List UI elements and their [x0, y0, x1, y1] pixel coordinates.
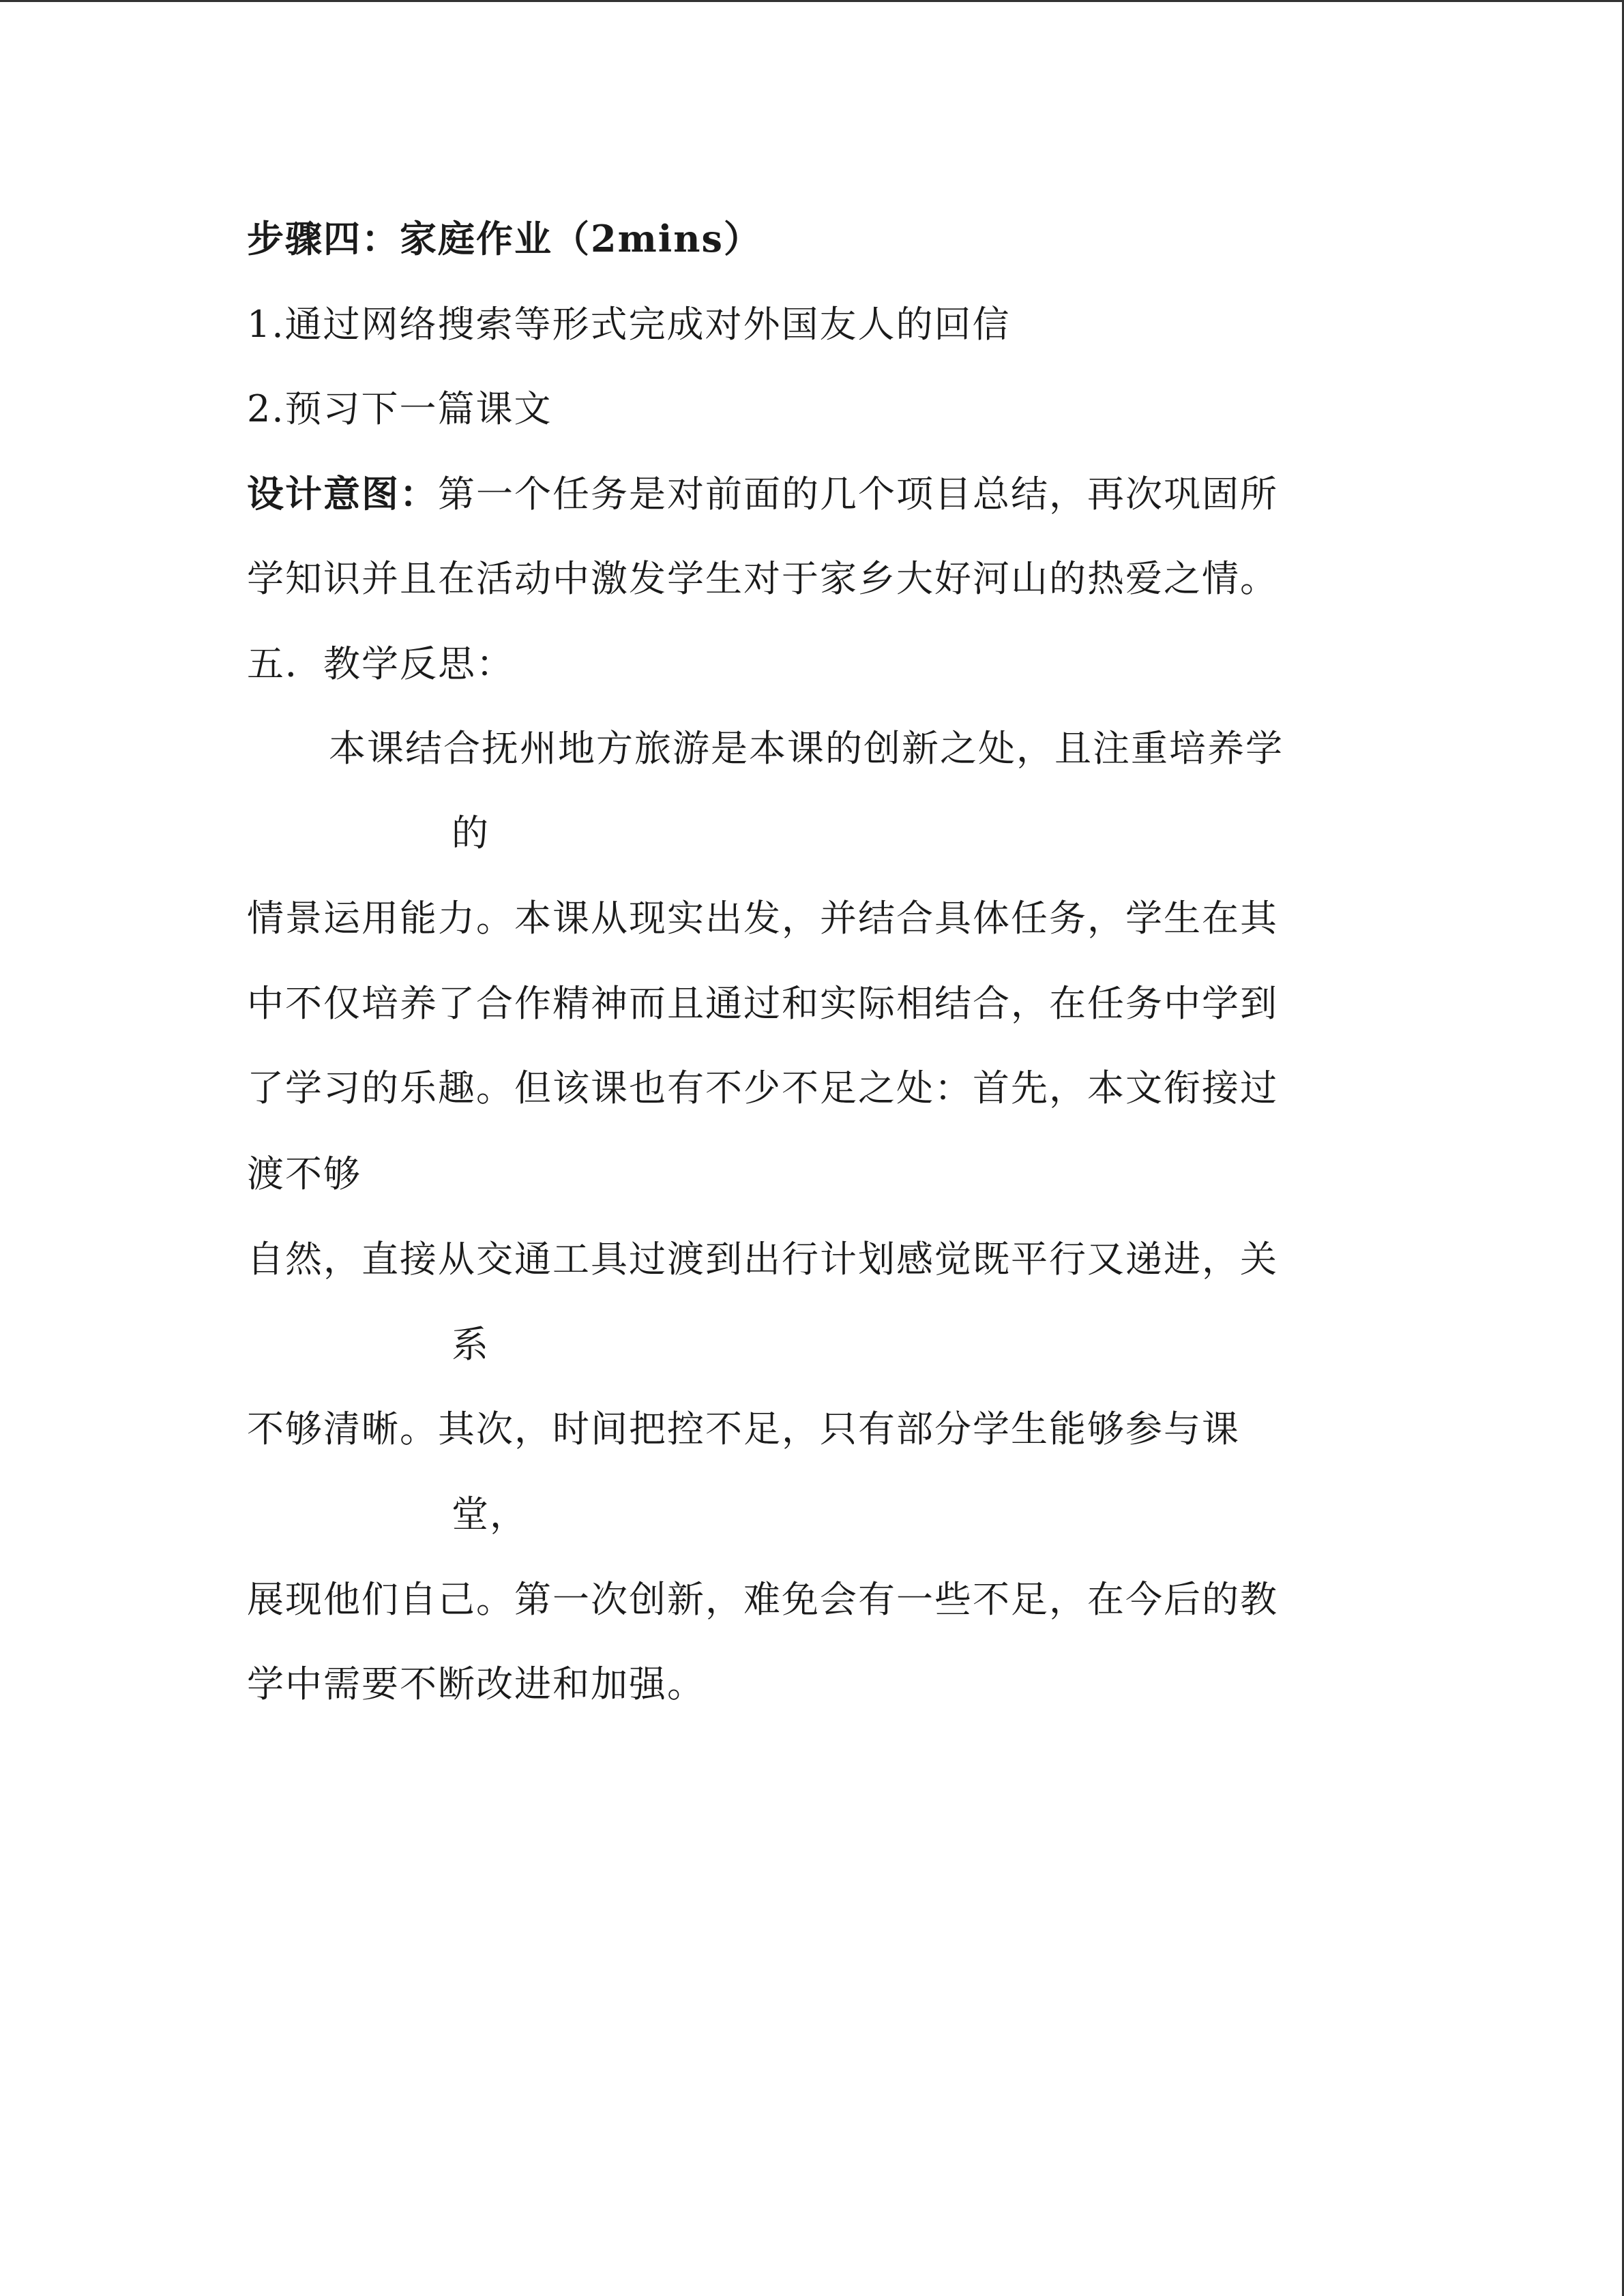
reflection-line: 了学习的乐趣。但该课也有不少不足之处：首先，本文衔接过 — [247, 1067, 1278, 1109]
reflection-line: 本课结合抚州地方旅游是本课的创新之处，且注重培养学 — [329, 727, 1284, 770]
reflection-line: 堂， — [452, 1493, 528, 1536]
reflection-line: 渡不够 — [247, 1152, 361, 1195]
design-intent-text-2: 学知识并且在活动中激发学生对于家乡大好河山的热爱之情。 — [247, 557, 1278, 600]
homework-item-1: 1.通过网络搜索等形式完成对外国友人的回信 — [247, 303, 1011, 346]
step-heading: 步骤四：家庭作业（2mins） — [247, 217, 762, 260]
reflection-line: 情景运用能力。本课从现实出发，并结合具体任务，学生在其 — [247, 897, 1278, 940]
design-intent-label: 设计意图： — [247, 472, 438, 516]
reflection-line: 自然，直接从交通工具过渡到出行计划感觉既平行又递进，关 — [247, 1238, 1278, 1281]
page-top-border — [0, 0, 1624, 2]
reflection-heading: 五．教学反思： — [247, 642, 514, 685]
reflection-line: 的 — [452, 811, 490, 854]
design-intent-text-1: 第一个任务是对前面的几个项目总结，再次巩固所 — [438, 473, 1278, 516]
reflection-line: 不够清晰。其次，时间把控不足，只有部分学生能够参与课 — [247, 1407, 1240, 1450]
homework-item-2: 2.预习下一篇课文 — [247, 387, 552, 430]
reflection-line: 学中需要不断改进和加强。 — [247, 1663, 705, 1705]
reflection-line: 中不仅培养了合作精神而且通过和实际相结合，在任务中学到 — [247, 982, 1278, 1025]
reflection-line: 系 — [452, 1323, 490, 1366]
design-intent-paragraph-line-1 — [247, 472, 1278, 516]
reflection-line: 展现他们自己。第一次创新，难免会有一些不足，在今后的教 — [247, 1578, 1278, 1621]
